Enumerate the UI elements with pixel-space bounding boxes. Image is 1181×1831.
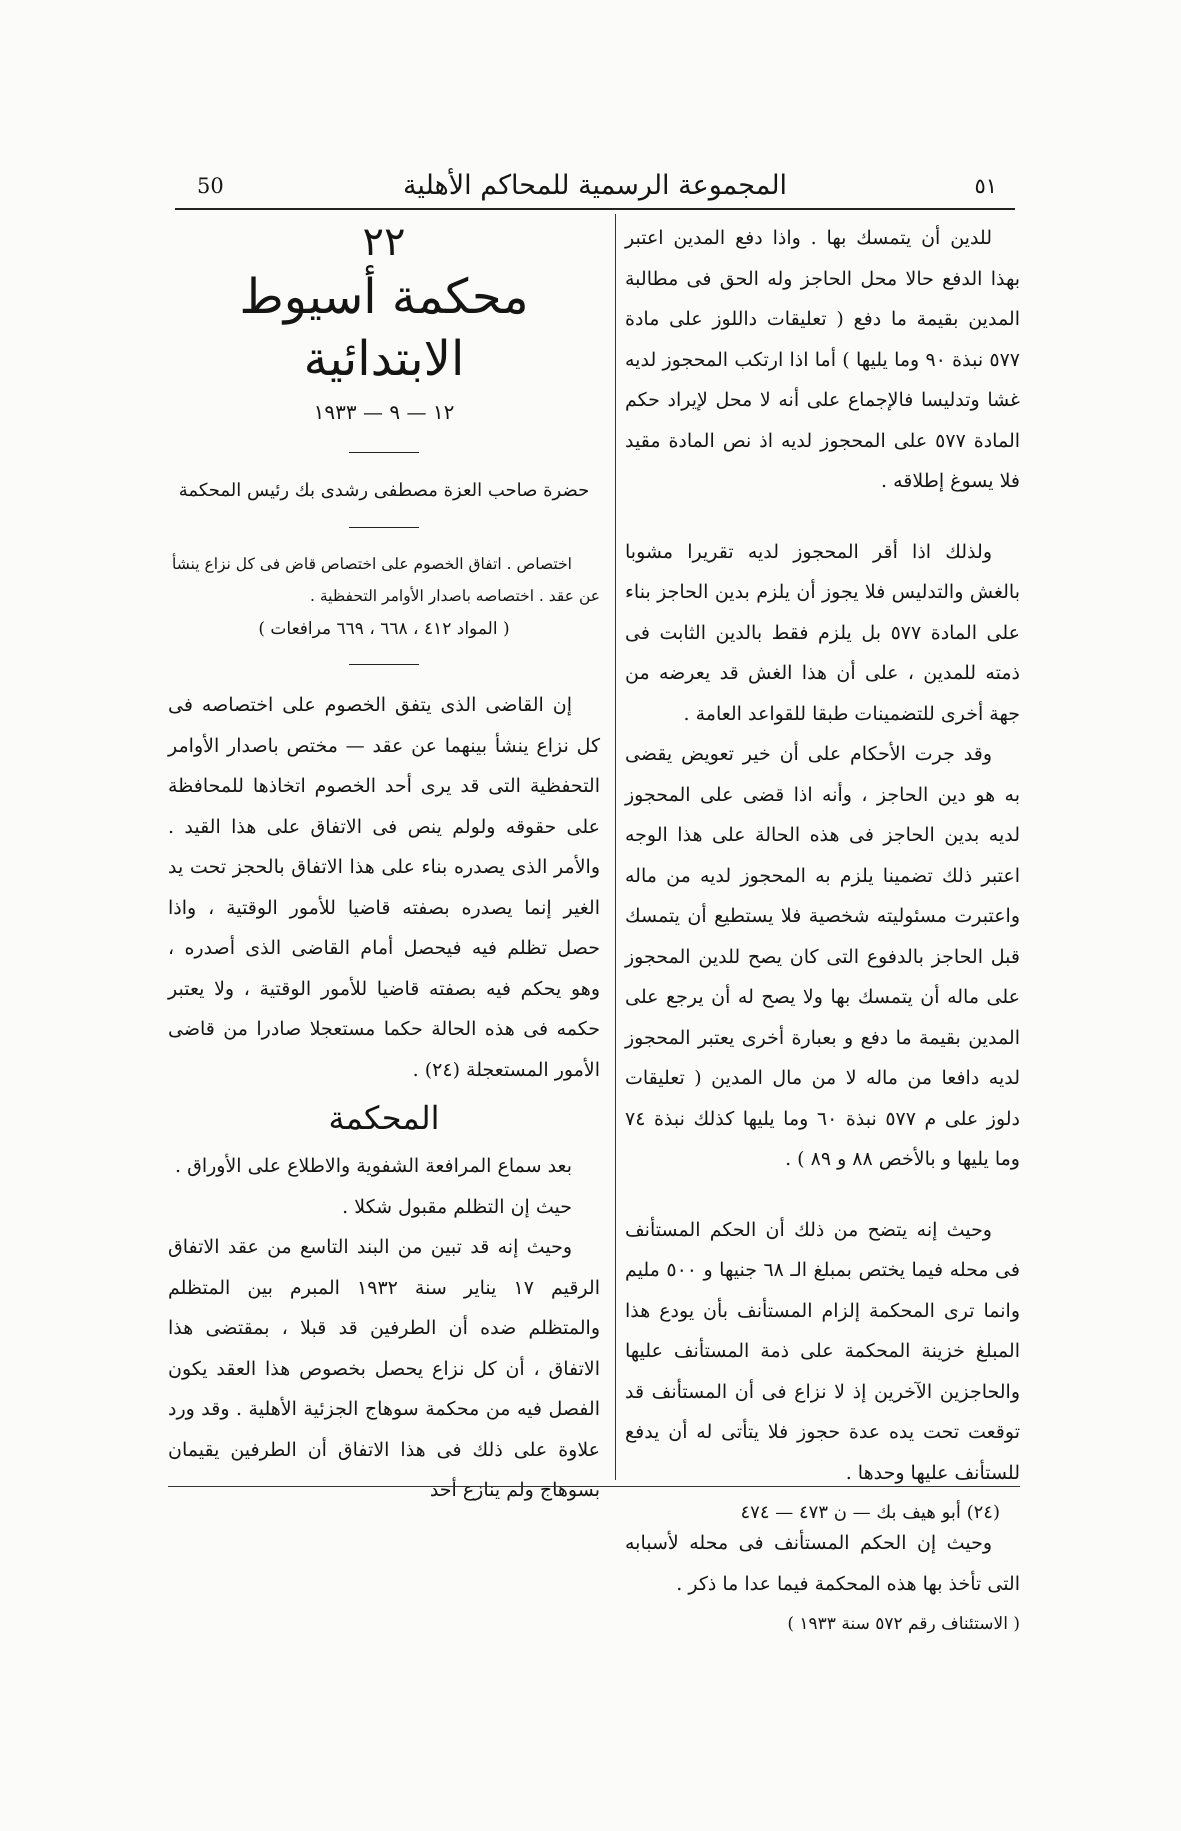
paragraph: وحيث إنه قد تبين من البند التاسع من عقد الاتفاق الرقيم ١٧ يناير سنة ١٩٣٢ المبرم بين المتظلم والمتظلم ضده أن الطرفين قد قبلا ، بمقتضى هذا الاتفاق ، أن كل نزاع يحصل بخصوص هذا العقد يكون الفصل فيه من محكمة سوهاج الجزئية الأهلية . وقد ورد علاوة على ذلك فى هذا الاتفاق أن الطرفين يقيمان بسوهاج ولم ينازع أحد: [168, 1236, 600, 1501]
paragraph: وحيث إن الحكم المستأنف فى محله لأسبابه التى تأخذ بها هذه المحكمة فيما عدا ما ذكر .: [625, 1532, 1020, 1595]
paragraph: بعد سماع المرافعة الشفوية والاطلاع على الأوراق .: [175, 1155, 572, 1177]
separator-rule: [349, 664, 419, 665]
paragraph: حيث إن التظلم مقبول شكلا .: [342, 1195, 572, 1218]
paragraph: للدين أن يتمسك بها . واذا دفع المدين اعتبر بهذا الدفع حالا محل الحاجز وله الحق فى مطالبة المدين بقيمة ما دفع ( تعليقات داللوز على مادة ٥٧٧ نبذة ٩٠ وما يليها ) أما اذا ارتكب المحجوز لديه غشا وتدليسا فالإجماع على أنه لا محل لإيراد حكم المادة ٥٧٧ على المحجوز لديه اذ نص المادة مقيد فلا يسوغ إطلاقه .: [625, 227, 1021, 492]
separator-rule: [349, 452, 419, 453]
summary-line: اختصاص . اتفاق الخصوم على اختصاص قاض فى كل نزاع ينشأ: [171, 555, 572, 573]
page-number-right: ٥١: [974, 174, 997, 198]
appeal-reference: ( الاستئناف رقم ٥٧٢ سنة ١٩٣٣ ): [787, 1614, 1020, 1634]
column-divider: [615, 214, 616, 1480]
right-column: [625, 218, 1020, 1645]
paragraph: ولذلك اذا أقر المحجوز لديه تقريرا مشوبا بالغش والتدليس فلا يجوز أن يلزم بدين الحاجز بناء على المادة ٥٧٧ بل يلزم فقط بالدين الثابت فى ذمته للمدين ، على أن هذا الغش قد يعرضه من جهة أخرى للتضمينات طبقا للقواعد العامة .: [625, 540, 1020, 725]
judgment-date: ١٢ — ٩ — ١٩٣٣: [313, 400, 455, 424]
case-number: ٢٢: [362, 219, 406, 265]
running-title: المجموعة الرسمية للمحاكم الأهلية: [402, 170, 788, 201]
page-header: [175, 168, 1015, 210]
footnote: (٢٤) أبو هيف بك — ن ٤٧٣ — ٤٧٤: [740, 1502, 1000, 1523]
paragraph: وحيث إنه يتضح من ذلك أن الحكم المستأنف فى محله فيما يختص بمبلغ الـ ٦٨ جنيها و ٥٠٠ مليم وانما ترى المحكمة إلزام المستأنف بأن يودع هذا المبلغ خزينة المحكمة على ذمة المستأنف عليها والحاجزين الآخرين إذ لا نزاع فى أن المستأنف قد توقعت تحت يده عدة حجوز فلا يتأتى له أن يدفع للستأنف عليها وحدها .: [625, 1218, 1020, 1484]
separator-rule: [349, 527, 419, 528]
presiding-judge: حضرة صاحب العزة مصطفى رشدى بك رئيس المحكمة: [178, 480, 590, 501]
legal-principle: إن القاضى الذى يتفق الخصوم على اختصاصه فى كل نزاع ينشأ بينهما عن عقد — مختص باصدار الأوامر التحفظية التى قد يرى أحد الخصوم اتخاذها للمحافظة على حقوقه ولولم ينص فى الاتفاق على هذا القيد . والأمر الذى يصدره بناء على هذا الاتفاق بالحجز تحت يد الغير إنما يصدره بصفته قاضيا للأمور الوقتية ، واذا حصل تظلم فيه فيحصل أمام القاضى الذى أصدره ، وهو يحكم فيه بصفته قاضيا للأمور الوقتية ، ولا يعتبر حكمه فى هذه الحالة حكما مستعجلا صادرا من قاضى الأمور المستعجلة (٢٤) .: [168, 694, 600, 1081]
footnote-rule: [168, 1486, 1020, 1487]
articles-reference: ( المواد ٤١٢ ، ٦٦٨ ، ٦٦٩ مرافعات ): [258, 619, 510, 639]
left-column: [168, 218, 600, 1511]
section-heading: المحكمة: [328, 1099, 440, 1137]
court-name: محكمة أسيوط الابتدائية: [239, 269, 529, 387]
paragraph: وقد جرت الأحكام على أن خير تعويض يقضى به هو دين الحاجز ، وأنه اذا قضى على المحجوز لديه بدين الحاجز فى هذه الحالة على هذا الوجه اعتبر ذلك تضمينا يلزم به المحجوز لديه من ماله واعتبرت مسئوليته شخصية فلا يستطيع أن يتمسك قبل الحاجز بالدفوع التى كان يصح للدين المحجوز على ماله أن يتمسك بها ولا يصح له أن يرجع على المدين بقيمة ما دفع و بعبارة أخرى يعتبر المحجوز لديه دافعا من ماله لا من مال المدين ( تعليقات دلوز على م ٥٧٧ نبذة ٦٠ وما يليها كذلك نبذة ٧٤ وما يليها و بالأخص ٨٨ و ٨٩ ) .: [625, 743, 1021, 1170]
page-number-left: 50: [197, 174, 224, 198]
summary-line: عن عقد . اختصاصه باصدار الأوامر التحفظية .: [310, 587, 600, 605]
